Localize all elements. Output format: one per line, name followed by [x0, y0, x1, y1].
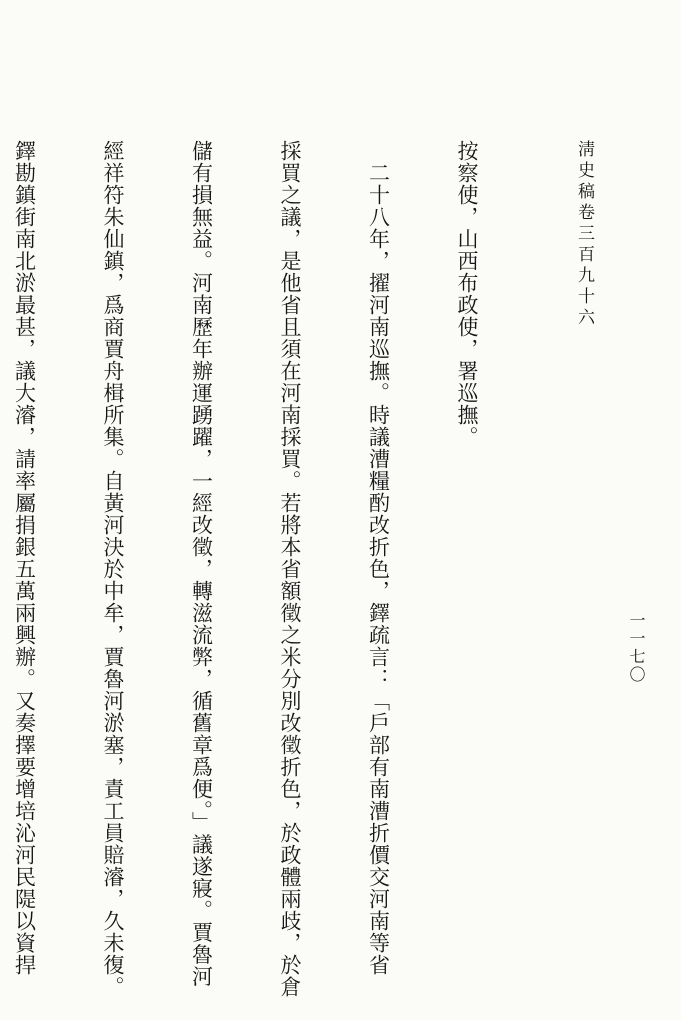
- page-number: 一一七〇: [627, 612, 646, 684]
- running-title: 淸史稿卷三百九十六: [574, 140, 594, 329]
- text-column: 經祥符朱仙鎮，爲商賈舟楫所集。自黃河決於中牟，賈魯河淤塞，責工員賠濬，久未復。: [101, 140, 125, 998]
- text-column: 二十八年，擢河南巡撫。時議漕糧酌改折色，鐸疏言：「戶部有南漕折價交河南等省: [366, 140, 391, 976]
- text-column: 按察使，山西布政使，署巡撫。: [455, 140, 479, 448]
- text-column: 儲有損無益。河南歷年辦運踴躍，一經改徵，轉滋流弊，循舊章爲便。」議遂寢。賈魯河: [189, 140, 214, 988]
- text-column: 採買之議，是他省且須在河南採買。若將本省額徵之米分別改徵折色，於政體兩歧，於倉: [278, 140, 302, 998]
- body-text: [12, 140, 540, 998]
- text-column: 鐸勘鎮街南北淤最甚，議大濬，請率屬捐銀五萬兩興辦。又奏擇要增培沁河民隄以資捍: [12, 140, 37, 976]
